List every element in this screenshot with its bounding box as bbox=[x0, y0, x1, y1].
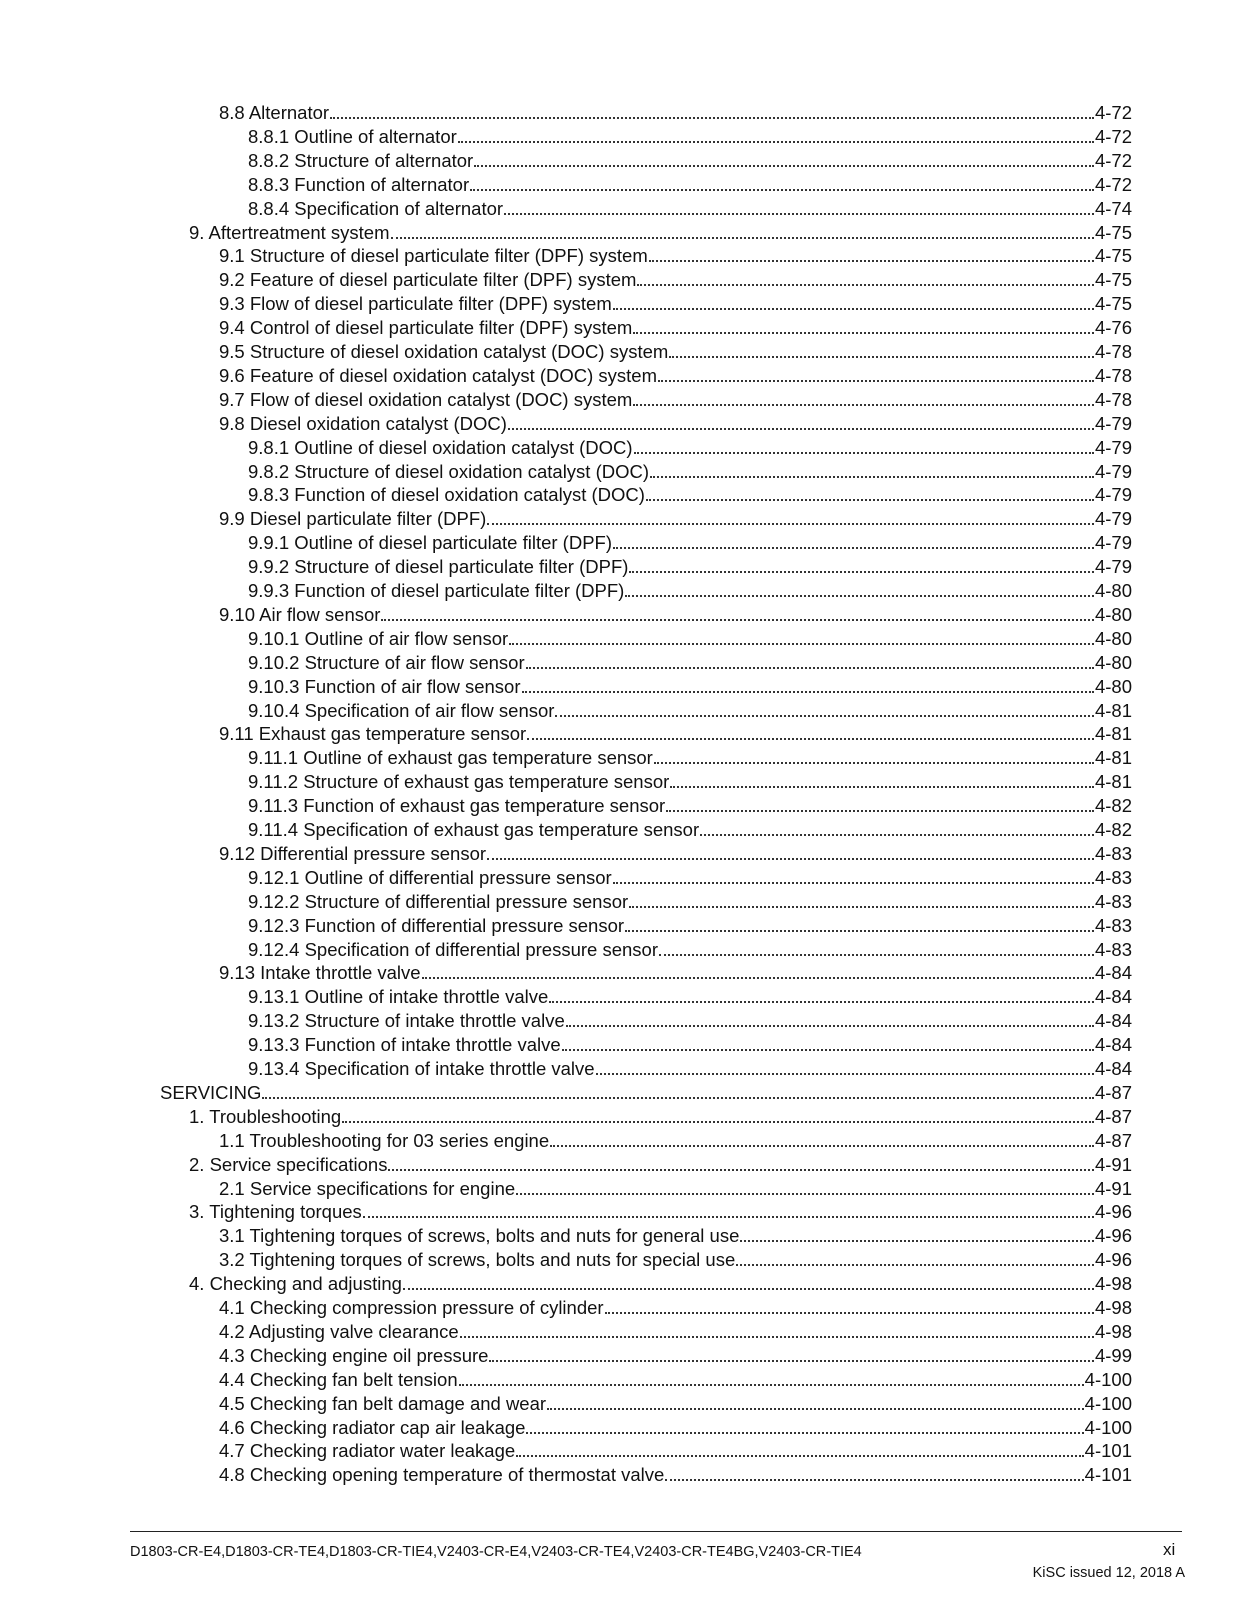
toc-entry-title: 8.8.4 Specification of alternator bbox=[248, 198, 504, 219]
toc-entry-title: 9.13.4 Specification of intake throttle valve bbox=[248, 1058, 595, 1079]
toc-entry[interactable] bbox=[219, 1223, 1132, 1247]
toc-entry-page: 4-79 bbox=[1094, 437, 1132, 458]
toc-entry-page: 4-101 bbox=[1084, 1440, 1132, 1461]
toc-dot-leader bbox=[422, 977, 1094, 979]
toc-entry[interactable] bbox=[248, 1056, 1132, 1080]
toc-dot-leader bbox=[388, 1169, 1094, 1171]
toc-dot-leader bbox=[665, 1479, 1083, 1481]
toc-entry-page: 4-72 bbox=[1094, 150, 1132, 171]
toc-entry[interactable] bbox=[219, 721, 1132, 745]
toc-entry[interactable] bbox=[219, 602, 1132, 626]
toc-entry-title: 9.11.1 Outline of exhaust gas temperature sensor bbox=[248, 747, 653, 768]
toc-entry-page: 4-98 bbox=[1094, 1273, 1132, 1294]
toc-dot-leader bbox=[637, 284, 1094, 286]
toc-entry[interactable] bbox=[219, 243, 1132, 267]
toc-dot-leader bbox=[629, 571, 1094, 573]
toc-entry[interactable] bbox=[248, 674, 1132, 698]
toc-entry-title: 8.8.1 Outline of alternator bbox=[248, 126, 457, 147]
toc-entry-title: 9.9.2 Structure of diesel particulate filter (DPF) bbox=[248, 556, 629, 577]
toc-entry-page: 4-101 bbox=[1084, 1464, 1132, 1485]
toc-entry[interactable] bbox=[189, 1152, 1132, 1176]
toc-entry-page: 4-100 bbox=[1084, 1417, 1132, 1438]
toc-entry[interactable] bbox=[189, 1199, 1132, 1223]
toc-entry[interactable] bbox=[219, 1462, 1132, 1486]
toc-entry-page: 4-84 bbox=[1094, 1058, 1132, 1079]
toc-dot-leader bbox=[634, 452, 1094, 454]
toc-entry[interactable] bbox=[248, 459, 1132, 483]
toc-entry[interactable] bbox=[248, 124, 1132, 148]
toc-entry[interactable] bbox=[219, 1247, 1132, 1271]
toc-entry[interactable] bbox=[219, 267, 1132, 291]
toc-dot-leader bbox=[487, 523, 1094, 525]
toc-entry[interactable] bbox=[248, 793, 1132, 817]
toc-dot-leader bbox=[550, 1145, 1094, 1147]
toc-dot-leader bbox=[547, 1408, 1084, 1410]
toc-entry[interactable] bbox=[219, 387, 1132, 411]
toc-entry[interactable] bbox=[248, 745, 1132, 769]
toc-dot-leader bbox=[605, 1312, 1094, 1314]
toc-entry[interactable] bbox=[219, 315, 1132, 339]
toc-entry-page: 4-81 bbox=[1094, 700, 1132, 721]
toc-entry-title: 9.2 Feature of diesel particulate filter (DPF) system bbox=[219, 269, 637, 290]
toc-dot-leader bbox=[625, 930, 1094, 932]
toc-dot-leader bbox=[342, 1121, 1094, 1123]
toc-entry-title: 9.10.2 Structure of air flow sensor bbox=[248, 652, 525, 673]
toc-entry[interactable] bbox=[248, 1032, 1132, 1056]
toc-dot-leader bbox=[650, 476, 1094, 478]
toc-entry-page: 4-83 bbox=[1094, 867, 1132, 888]
toc-dot-leader bbox=[666, 810, 1094, 812]
toc-entry[interactable] bbox=[248, 817, 1132, 841]
toc-entry[interactable] bbox=[219, 1367, 1132, 1391]
toc-dot-leader bbox=[649, 260, 1094, 262]
toc-dot-leader bbox=[516, 1455, 1084, 1457]
toc-entry-title: 9.10.1 Outline of air flow sensor bbox=[248, 628, 509, 649]
toc-entry-title: 9.11 Exhaust gas temperature sensor bbox=[219, 723, 527, 744]
toc-entry[interactable] bbox=[248, 554, 1132, 578]
toc-entry-title: 4.2 Adjusting valve clearance bbox=[219, 1321, 459, 1342]
toc-entry-page: 4-72 bbox=[1094, 126, 1132, 147]
toc-dot-leader bbox=[633, 404, 1094, 406]
toc-entry[interactable] bbox=[248, 865, 1132, 889]
toc-dot-leader bbox=[381, 619, 1094, 621]
toc-dot-leader bbox=[625, 595, 1094, 597]
toc-entry-page: 4-96 bbox=[1094, 1249, 1132, 1270]
toc-dot-leader bbox=[659, 954, 1094, 956]
toc-dot-leader bbox=[504, 213, 1094, 215]
toc-entry-title: 9.12.1 Outline of differential pressure sensor bbox=[248, 867, 612, 888]
toc-entry-title: 9.10 Air flow sensor bbox=[219, 604, 381, 625]
toc-entry-page: 4-79 bbox=[1094, 413, 1132, 434]
toc-entry-page: 4-87 bbox=[1094, 1130, 1132, 1151]
toc-entry[interactable] bbox=[248, 148, 1132, 172]
toc-dot-leader bbox=[460, 1336, 1094, 1338]
toc-entry-title: 8.8.2 Structure of alternator bbox=[248, 150, 474, 171]
toc-entry-title: 9.10.4 Specification of air flow sensor bbox=[248, 700, 555, 721]
toc-entry-title: 9.5 Structure of diesel oxidation catalyst (DOC) system bbox=[219, 341, 669, 362]
toc-dot-leader bbox=[613, 308, 1094, 310]
toc-entry[interactable] bbox=[189, 220, 1132, 244]
toc-entry-title: 1. Troubleshooting bbox=[189, 1106, 342, 1127]
toc-entry-page: 4-80 bbox=[1094, 628, 1132, 649]
toc-entry-title: 9.13.1 Outline of intake throttle valve bbox=[248, 986, 549, 1007]
toc-entry[interactable] bbox=[248, 937, 1132, 961]
toc-entry-title: 9.11.3 Function of exhaust gas temperature sensor bbox=[248, 795, 666, 816]
toc-entry-page: 4-84 bbox=[1094, 962, 1132, 983]
toc-dot-leader bbox=[458, 141, 1094, 143]
toc-dot-leader bbox=[633, 332, 1094, 334]
toc-entry[interactable] bbox=[219, 339, 1132, 363]
toc-entry-page: 4-78 bbox=[1094, 341, 1132, 362]
toc-entry-title: 3. Tightening torques bbox=[189, 1201, 362, 1222]
toc-dot-leader bbox=[363, 1216, 1094, 1218]
toc-entry[interactable] bbox=[248, 650, 1132, 674]
toc-entry-page: 4-81 bbox=[1094, 723, 1132, 744]
toc-dot-leader bbox=[736, 1264, 1094, 1266]
toc-entry-page: 4-98 bbox=[1094, 1321, 1132, 1342]
toc-entry-title: 2. Service specifications bbox=[189, 1154, 388, 1175]
toc-entry-page: 4-83 bbox=[1094, 843, 1132, 864]
toc-entry[interactable] bbox=[248, 196, 1132, 220]
toc-entry[interactable] bbox=[219, 100, 1132, 124]
toc-entry[interactable] bbox=[248, 913, 1132, 937]
toc-entry-page: 4-83 bbox=[1094, 939, 1132, 960]
toc-entry-page: 4-78 bbox=[1094, 389, 1132, 410]
toc-entry-page: 4-81 bbox=[1094, 771, 1132, 792]
toc-entry-page: 4-78 bbox=[1094, 365, 1132, 386]
toc-dot-leader bbox=[613, 547, 1094, 549]
toc-entry[interactable] bbox=[189, 1104, 1132, 1128]
toc-dot-leader bbox=[522, 691, 1094, 693]
toc-entry-title: 9.13.3 Function of intake throttle valve bbox=[248, 1034, 561, 1055]
toc-entry-page: 4-91 bbox=[1094, 1154, 1132, 1175]
toc-dot-leader bbox=[629, 906, 1094, 908]
toc-entry-title: 9.8.3 Function of diesel oxidation catalyst (DOC) bbox=[248, 484, 645, 505]
toc-entry-page: 4-83 bbox=[1094, 915, 1132, 936]
toc-entry-title: 8.8.3 Function of alternator bbox=[248, 174, 470, 195]
toc-entry-page: 4-99 bbox=[1094, 1345, 1132, 1366]
toc-entry-title: 9.9.3 Function of diesel particulate filter (DPF) bbox=[248, 580, 625, 601]
toc-entry-page: 4-100 bbox=[1084, 1369, 1132, 1390]
toc-dot-leader bbox=[527, 738, 1094, 740]
toc-dot-leader bbox=[526, 1432, 1083, 1434]
toc-dot-leader bbox=[470, 189, 1094, 191]
toc-entry-page: 4-87 bbox=[1094, 1106, 1132, 1127]
toc-entry-title: 9.8 Diesel oxidation catalyst (DOC) bbox=[219, 413, 507, 434]
toc-entry-title: 9.6 Feature of diesel oxidation catalyst (DOC) system bbox=[219, 365, 658, 386]
toc-dot-leader bbox=[646, 499, 1094, 501]
toc-entry[interactable] bbox=[219, 1415, 1132, 1439]
toc-entry-title: 8.8 Alternator bbox=[219, 102, 330, 123]
toc-entry-page: 4-79 bbox=[1094, 508, 1132, 529]
toc-entry-page: 4-96 bbox=[1094, 1201, 1132, 1222]
toc-entry-page: 4-84 bbox=[1094, 1010, 1132, 1031]
toc-entry-page: 4-84 bbox=[1094, 986, 1132, 1007]
toc-entry[interactable] bbox=[248, 172, 1132, 196]
toc-entry-title: 9.11.2 Structure of exhaust gas temperature sensor bbox=[248, 771, 670, 792]
toc-dot-leader bbox=[508, 428, 1094, 430]
footer-model-list: D1803-CR-E4,D1803-CR-TE4,D1803-CR-TIE4,V2403-CR-E4,V2403-CR-TE4,V2403-CR-TE4BG,V2403-CR-TIE4 bbox=[130, 1544, 862, 1560]
toc-dot-leader bbox=[489, 1360, 1094, 1362]
toc-entry-title: 4.4 Checking fan belt tension bbox=[219, 1369, 458, 1390]
toc-entry-title: 9.9 Diesel particulate filter (DPF) bbox=[219, 508, 487, 529]
toc-entry-page: 4-79 bbox=[1094, 461, 1132, 482]
toc-dot-leader bbox=[555, 715, 1094, 717]
toc-entry[interactable] bbox=[219, 960, 1132, 984]
toc-entry-page: 4-72 bbox=[1094, 174, 1132, 195]
toc-entry-page: 4-83 bbox=[1094, 891, 1132, 912]
toc-dot-leader bbox=[262, 1097, 1094, 1099]
toc-entry[interactable] bbox=[160, 1080, 1132, 1104]
toc-entry-page: 4-96 bbox=[1094, 1225, 1132, 1246]
toc-entry[interactable] bbox=[219, 1128, 1132, 1152]
toc-entry[interactable] bbox=[219, 1295, 1132, 1319]
footer-issue-info: KiSC issued 12, 2018 A bbox=[1032, 1565, 1185, 1581]
toc-entry[interactable] bbox=[248, 769, 1132, 793]
toc-dot-leader bbox=[654, 762, 1094, 764]
toc-entry-page: 4-80 bbox=[1094, 580, 1132, 601]
toc-dot-leader bbox=[549, 1001, 1094, 1003]
toc-entry-page: 4-82 bbox=[1094, 819, 1132, 840]
toc-entry-title: SERVICING bbox=[160, 1082, 262, 1103]
toc-entry[interactable] bbox=[248, 984, 1132, 1008]
toc-entry-page: 4-79 bbox=[1094, 484, 1132, 505]
toc-dot-leader bbox=[740, 1240, 1094, 1242]
toc-entry[interactable] bbox=[219, 506, 1132, 530]
toc-entry[interactable] bbox=[219, 1176, 1132, 1200]
toc-entry-page: 4-79 bbox=[1094, 532, 1132, 553]
toc-entry-page: 4-80 bbox=[1094, 676, 1132, 697]
toc-entry-title: 4.5 Checking fan belt damage and wear bbox=[219, 1393, 547, 1414]
toc-entry[interactable] bbox=[219, 291, 1132, 315]
toc-entry-page: 4-75 bbox=[1094, 245, 1132, 266]
toc-entry-title: 9.9.1 Outline of diesel particulate filter (DPF) bbox=[248, 532, 612, 553]
toc-dot-leader bbox=[700, 834, 1094, 836]
toc-entry[interactable] bbox=[219, 363, 1132, 387]
toc-entry-title: 9.8.1 Outline of diesel oxidation catalyst (DOC) bbox=[248, 437, 633, 458]
toc-entry-title: 3.2 Tightening torques of screws, bolts and nuts for special use bbox=[219, 1249, 736, 1270]
toc-entry-title: 4.6 Checking radiator cap air leakage bbox=[219, 1417, 526, 1438]
toc-entry-page: 4-80 bbox=[1094, 652, 1132, 673]
toc-entry-title: 9.12.4 Specification of differential pressure sensor bbox=[248, 939, 658, 960]
toc-entry-page: 4-72 bbox=[1094, 102, 1132, 123]
toc-entry[interactable] bbox=[248, 435, 1132, 459]
toc-dot-leader bbox=[658, 380, 1094, 382]
toc-entry-title: 1.1 Troubleshooting for 03 series engine bbox=[219, 1130, 550, 1151]
toc-entry-title: 9.12 Differential pressure sensor bbox=[219, 843, 487, 864]
toc-entry[interactable] bbox=[248, 698, 1132, 722]
toc-entry[interactable] bbox=[219, 1343, 1132, 1367]
footer-page-number: xi bbox=[1163, 1540, 1176, 1559]
toc-entry-page: 4-84 bbox=[1094, 1034, 1132, 1055]
toc-dot-leader bbox=[474, 165, 1094, 167]
toc-entry-title: 4. Checking and adjusting bbox=[189, 1273, 402, 1294]
toc-entry-page: 4-75 bbox=[1094, 293, 1132, 314]
toc-entry[interactable] bbox=[248, 626, 1132, 650]
toc-entry[interactable] bbox=[219, 1391, 1132, 1415]
toc-entry-title: 2.1 Service specifications for engine bbox=[219, 1178, 516, 1199]
toc-entry-title: 9.8.2 Structure of diesel oxidation catalyst (DOC) bbox=[248, 461, 650, 482]
toc-dot-leader bbox=[459, 1384, 1084, 1386]
toc-entry-page: 4-80 bbox=[1094, 604, 1132, 625]
toc-entry[interactable] bbox=[189, 1271, 1132, 1295]
toc-entry-title: 4.1 Checking compression pressure of cylinder bbox=[219, 1297, 604, 1318]
toc-entry-title: 9.11.4 Specification of exhaust gas temperature sensor bbox=[248, 819, 700, 840]
toc-entry-title: 9.10.3 Function of air flow sensor bbox=[248, 676, 521, 697]
toc-dot-leader bbox=[403, 1288, 1094, 1290]
toc-entry-title: 9.13 Intake throttle valve bbox=[219, 962, 421, 983]
toc-entry-page: 4-98 bbox=[1094, 1297, 1132, 1318]
toc-entry-title: 9.7 Flow of diesel oxidation catalyst (DOC) system bbox=[219, 389, 633, 410]
toc-entry[interactable] bbox=[219, 1319, 1132, 1343]
toc-entry-page: 4-82 bbox=[1094, 795, 1132, 816]
toc-entry[interactable] bbox=[219, 841, 1132, 865]
toc-entry[interactable] bbox=[248, 530, 1132, 554]
toc-dot-leader bbox=[330, 117, 1094, 119]
toc-dot-leader bbox=[566, 1025, 1094, 1027]
toc-dot-leader bbox=[391, 237, 1094, 239]
toc-entry-title: 9.12.3 Function of differential pressure sensor bbox=[248, 915, 625, 936]
toc-entry-title: 9.4 Control of diesel particulate filter (DPF) system bbox=[219, 317, 633, 338]
toc-entry-page: 4-76 bbox=[1094, 317, 1132, 338]
toc-dot-leader bbox=[526, 667, 1094, 669]
toc-entry-page: 4-91 bbox=[1094, 1178, 1132, 1199]
toc-entry-page: 4-100 bbox=[1084, 1393, 1132, 1414]
toc-dot-leader bbox=[613, 882, 1094, 884]
toc-entry-page: 4-87 bbox=[1094, 1082, 1132, 1103]
toc-entry-title: 3.1 Tightening torques of screws, bolts and nuts for general use bbox=[219, 1225, 740, 1246]
toc-entry[interactable] bbox=[248, 889, 1132, 913]
toc-entry[interactable] bbox=[219, 1438, 1132, 1462]
toc-entry-title: 4.3 Checking engine oil pressure bbox=[219, 1345, 489, 1366]
toc-entry[interactable] bbox=[219, 411, 1132, 435]
toc-dot-leader bbox=[487, 858, 1094, 860]
toc-entry[interactable] bbox=[248, 578, 1132, 602]
toc-entry-page: 4-75 bbox=[1094, 222, 1132, 243]
footer-divider bbox=[130, 1531, 1182, 1532]
toc-entry-title: 9.13.2 Structure of intake throttle valve bbox=[248, 1010, 565, 1031]
toc-dot-leader bbox=[669, 356, 1094, 358]
toc-dot-leader bbox=[562, 1049, 1094, 1051]
toc-entry-page: 4-75 bbox=[1094, 269, 1132, 290]
toc-entry-title: 4.7 Checking radiator water leakage bbox=[219, 1440, 516, 1461]
toc-dot-leader bbox=[516, 1193, 1094, 1195]
toc-entry[interactable] bbox=[248, 482, 1132, 506]
toc-entry-title: 9. Aftertreatment system bbox=[189, 222, 390, 243]
toc-entry-page: 4-74 bbox=[1094, 198, 1132, 219]
toc-dot-leader bbox=[596, 1073, 1094, 1075]
toc-entry-page: 4-81 bbox=[1094, 747, 1132, 768]
toc-entry-title: 9.3 Flow of diesel particulate filter (DPF) system bbox=[219, 293, 612, 314]
toc-dot-leader bbox=[670, 786, 1094, 788]
toc-entry-title: 9.1 Structure of diesel particulate filter (DPF) system bbox=[219, 245, 648, 266]
toc-entry-page: 4-79 bbox=[1094, 556, 1132, 577]
toc-entry-title: 4.8 Checking opening temperature of thermostat valve bbox=[219, 1464, 665, 1485]
toc-entry-title: 9.12.2 Structure of differential pressure sensor bbox=[248, 891, 629, 912]
toc-entry[interactable] bbox=[248, 1008, 1132, 1032]
toc-dot-leader bbox=[509, 643, 1094, 645]
